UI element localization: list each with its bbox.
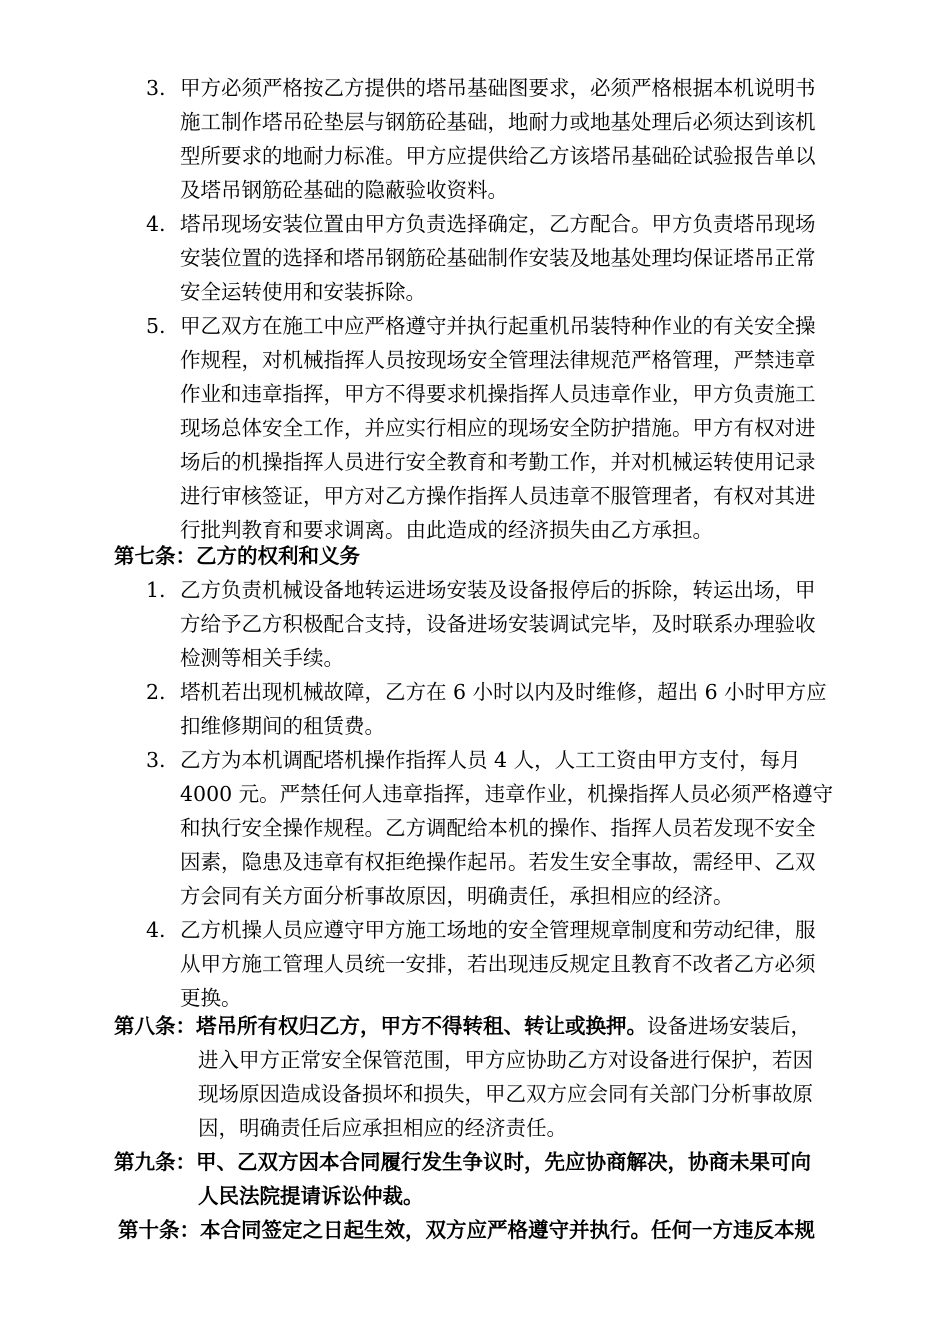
article-8-line: 现场原因造成设备损坏和损失，甲乙双方应会同有关部门分析事故原 [198,1082,813,1106]
article-9-line: 人民法院提请诉讼仲裁。 [198,1184,424,1208]
list-item-line: 塔吊现场安装位置由甲方负责选择确定，乙方配合。甲方负责塔吊现场 [180,212,816,236]
list-item-line: 和执行安全操作规程。乙方调配给本机的操作、指挥人员若发现不安全 [180,816,816,840]
article-8-bold-text: 第八条：塔吊所有权归乙方，甲方不得转租、转让或换押。 [114,1014,647,1038]
list-item-number: 3. [146,748,166,772]
list-item-line: 型所要求的地耐力标准。甲方应提供给乙方该塔吊基础砼试验报告单以 [180,144,816,168]
list-item-line: 作业和违章指挥，甲方不得要求机操指挥人员违章作业，甲方负责施工 [180,382,816,406]
list-item-line: 行批判教育和要求调离。由此造成的经济损失由乙方承担。 [180,518,713,542]
article-8-normal-text: 设备进场安装后， [647,1014,811,1038]
list-item-number: 4. [146,212,166,236]
list-item-line: 塔机若出现机械故障，乙方在 6 小时以内及时维修，超出 6 小时甲方应 [180,680,827,704]
list-item-line: 乙方负责机械设备地转运进场安装及设备报停后的拆除，转运出场，甲 [180,578,816,602]
article-8-line: 进入甲方正常安全保管范围，甲方应协助乙方对设备进行保护，若因 [198,1048,813,1072]
list-item-line: 甲方必须严格按乙方提供的塔吊基础图要求，必须严格根据本机说明书 [180,76,816,100]
article-heading: 第七条：乙方的权利和义务 [114,544,360,568]
list-item-line: 更换。 [180,986,242,1010]
list-item-line: 方给予乙方积极配合支持，设备进场安装调试完毕，及时联系办理验收 [180,612,816,636]
list-item-line: 进行审核签证，甲方对乙方操作指挥人员违章不服管理者，有权对其进 [180,484,816,508]
list-item-line: 乙方为本机调配塔机操作指挥人员 4 人，人工工资由甲方支付，每月 [180,748,801,772]
list-item-line: 从甲方施工管理人员统一安排，若出现违反规定且教育不改者乙方必须 [180,952,816,976]
list-item-line: 检测等相关手续。 [180,646,344,670]
list-item-number: 2. [146,680,166,704]
list-item-number: 3. [146,76,166,100]
list-item-number: 1. [146,578,166,602]
list-item-line: 乙方机操人员应遵守甲方施工场地的安全管理规章制度和劳动纪律，服 [180,918,816,942]
list-item-number: 5. [146,314,166,338]
article-9-line: 第九条：甲、乙双方因本合同履行发生争议时，先应协商解决，协商未果可向 [114,1150,811,1174]
list-item-line: 甲乙双方在施工中应严格遵守并执行起重机吊装特种作业的有关安全操 [180,314,816,338]
list-item-line: 及塔吊钢筋砼基础的隐蔽验收资料。 [180,178,508,202]
list-item-line: 方会同有关方面分析事故原因，明确责任，承担相应的经济。 [180,884,734,908]
article-8-line: 因，明确责任后应承担相应的经济责任。 [198,1116,567,1140]
list-item-line: 现场总体安全工作，并应实行相应的现场安全防护措施。甲方有权对进 [180,416,816,440]
list-item-line: 场后的机操指挥人员进行安全教育和考勤工作，并对机械运转使用记录 [180,450,816,474]
list-item-line: 扣维修期间的租赁费。 [180,714,385,738]
list-item-line: 安装位置的选择和塔吊钢筋砼基础制作安装及地基处理均保证塔吊正常 [180,246,816,270]
list-item-line: 4000 元。严禁任何人违章指挥，违章作业，机操指挥人员必须严格遵守 [180,782,834,806]
list-item-line: 施工制作塔吊砼垫层与钢筋砼基础，地耐力或地基处理后必须达到该机 [180,110,816,134]
list-item-line: 因素，隐患及违章有权拒绝操作起吊。若发生安全事故，需经甲、乙双 [180,850,816,874]
list-item-line: 安全运转使用和安装拆除。 [180,280,426,304]
article-10-line: 第十条：本合同签定之日起生效，双方应严格遵守并执行。任何一方违反本规 [118,1218,815,1242]
article-8-first-line [114,1009,811,1043]
list-item-number: 4. [146,918,166,942]
list-item-line: 作规程，对机械指挥人员按现场安全管理法律规范严格管理，严禁违章 [180,348,816,372]
